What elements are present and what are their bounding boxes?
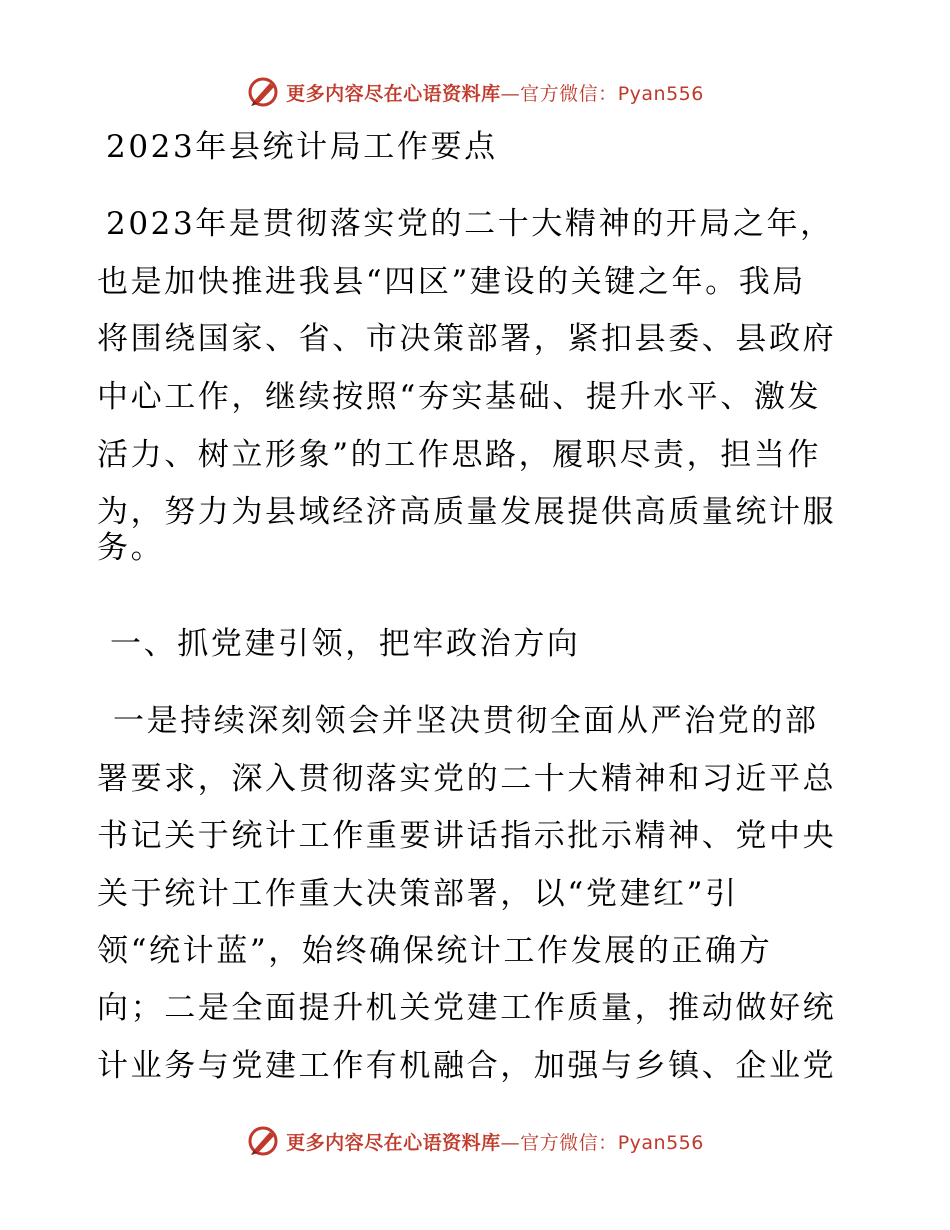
watermark-text: 更多内容尽在心语资料库—官方微信：Pyan556 [286, 82, 704, 105]
paragraph-line: 书记关于统计工作重要讲话指示批示精神、党中央 [97, 818, 837, 854]
footer-watermark [0, 1121, 950, 1161]
pen-logo-icon [246, 75, 280, 109]
paragraph-line: 署要求，深入贯彻落实党的二十大精神和习近平总 [97, 761, 837, 797]
paragraph-line: 中心工作，继续按照“夯实基础、提升水平、激发 [97, 379, 822, 415]
pen-logo-icon [246, 1124, 280, 1158]
paragraph-line: 2023年是贯彻落实党的二十大精神的开局之年， [106, 206, 834, 242]
paragraph-line: 一是持续深刻领会并坚决贯彻全面从严治党的部 [113, 703, 819, 739]
paragraph-line: 为，努力为县域经济高质量发展提供高质量统计服 [97, 494, 837, 530]
paragraph-line: 计业务与党建工作有机融合，加强与乡镇、企业党 [97, 1048, 837, 1084]
paragraph-line: 向；二是全面提升机关党建工作质量，推动做好统 [97, 990, 837, 1026]
document-title: 2023年县统计局工作要点 [106, 129, 498, 165]
watermark-text: 更多内容尽在心语资料库—官方微信：Pyan556 [286, 1131, 704, 1154]
paragraph-line: 关于统计工作重大决策部署，以“党建红”引 [97, 876, 739, 912]
paragraph-line: 活力、树立形象”的工作思路，履职尽责，担当作 [97, 437, 822, 473]
paragraph-line: 将围绕国家、省、市决策部署，紧扣县委、县政府 [97, 321, 837, 357]
paragraph-line: 务。 [97, 530, 165, 566]
header-watermark [0, 72, 950, 112]
paragraph-line: 也是加快推进我县“四区”建设的关键之年。我局 [97, 264, 806, 300]
section-heading: 一、抓党建引领，把牢政治方向 [110, 626, 581, 662]
paragraph-line: 领“统计蓝”，始终确保统计工作发展的正确方 [97, 933, 773, 969]
